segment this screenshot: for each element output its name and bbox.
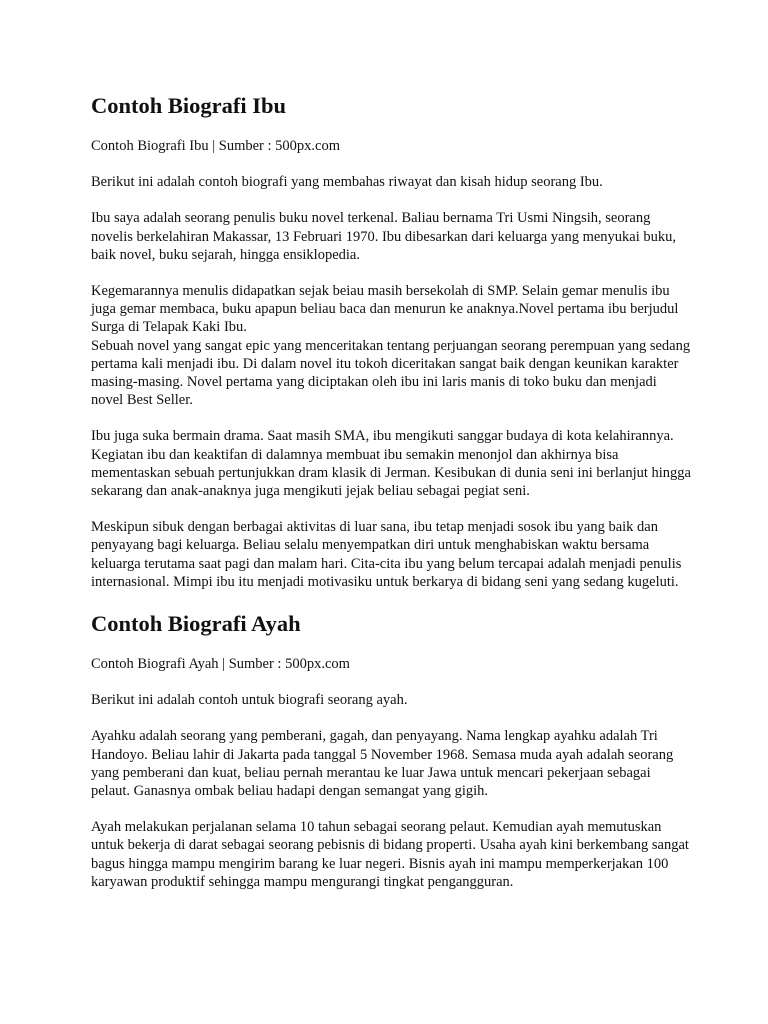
paragraph-ibu-intro: Berikut ini adalah contoh biografi yang membahas riwayat dan kisah hidup seorang Ibu. <box>91 174 603 191</box>
paragraph-ayah-intro: Berikut ini adalah contoh untuk biografi seorang ayah. <box>91 692 408 709</box>
paragraph-ayah-career: Ayah melakukan perjalanan selama 10 tahun sebagai seorang pelaut. Kemudian ayah memutuskan untuk bekerja di darat sebagai seorang pebisnis di bidang properti. Usaha ayah kini berkembang sangat bagus hingga mampu mengirim barang ke luar negeri. Bisnis ayah ini mampu memperkerjakan 100 karyawan produktif sehingga mampu mengurangi tingkat pengangguran. <box>91 819 689 890</box>
paragraph-ibu-hobby: Kegemarannya menulis didapatkan sejak beiau masih bersekolah di SMP. Selain gemar menulis ibu juga gemar membaca, buku apapun beliau baca dan menurun ke anaknya.Novel pertama ibu berjudul Surga di Telapak Kaki Ibu. <box>91 283 679 336</box>
section-title-ayah: Contoh Biografi Ayah <box>91 611 301 637</box>
image-caption-ibu: Contoh Biografi Ibu | Sumber : 500px.com <box>91 138 340 154</box>
image-caption-ayah: Contoh Biografi Ayah | Sumber : 500px.com <box>91 656 350 673</box>
paragraph-ibu-drama: Ibu juga suka bermain drama. Saat masih SMA, ibu mengikuti sanggar budaya di kota kelahirannya. Kegiatan ibu dan keaktifan di dalamnya membuat ibu semakin menonjol dan akhirnya bisa mementaskan sebuah pertunjukkan dram klasik di Jerman. Kesibukan di dunia seni ini berlanjut hingga sekarang dan anak-anaknya juga mengikuti jejak beliau sebagai pegiat seni. <box>91 428 691 500</box>
paragraph-ibu-profile: Ibu saya adalah seorang penulis buku novel terkenal. Baliau bernama Tri Usmi Ningsih, seorang novelis berkelahiran Makassar, 13 Februari 1970. Ibu dibesarkan dari keluarga yang menyukai buku, baik novel, buku sejarah, hingga ensiklopedia. <box>91 210 677 263</box>
paragraph-ibu-family: Meskipun sibuk dengan berbagai aktivitas di luar sana, ibu tetap menjadi sosok ibu yang baik dan penyayang bagi keluarga. Beliau selalu menyempatkan diri untuk menghabiskan waktu bersama keluarga terutama saat pagi dan malam hari. Cita-cita ibu yang belum tercapai adalah menjadi penulis internasional. Mimpi ibu itu menjadi motivasiku untuk berkarya di bidang seni yang sedang kugeluti. <box>91 519 682 590</box>
document-page <box>91 92 691 891</box>
section-title-ibu: Contoh Biografi Ibu <box>91 93 287 118</box>
paragraph-ibu-novel: Sebuah novel yang sangat epic yang menceritakan tentang perjuangan seorang perempuan yang sedang pertama kali menjadi ibu. Di dalam novel itu tokoh diceritakan sangat baik dengan keunikan karakter masing-masing. Novel pertama yang diciptakan oleh ibu ini laris manis di toko buku dan menjadi novel Best Seller. <box>91 337 691 409</box>
paragraph-ayah-profile: Ayahku adalah seorang yang pemberani, gagah, dan penyayang. Nama lengkap ayahku adalah Tri Handoyo. Beliau lahir di Jakarta pada tanggal 5 November 1968. Semasa muda ayah adalah seorang yang pemberani dan kuat, beliau pernah merantau ke luar Jawa untuk mencari pekerjaan sebagai pelaut. Ganasnya ombak beliau hadapi dengan semangat yang gigih. <box>91 728 674 800</box>
